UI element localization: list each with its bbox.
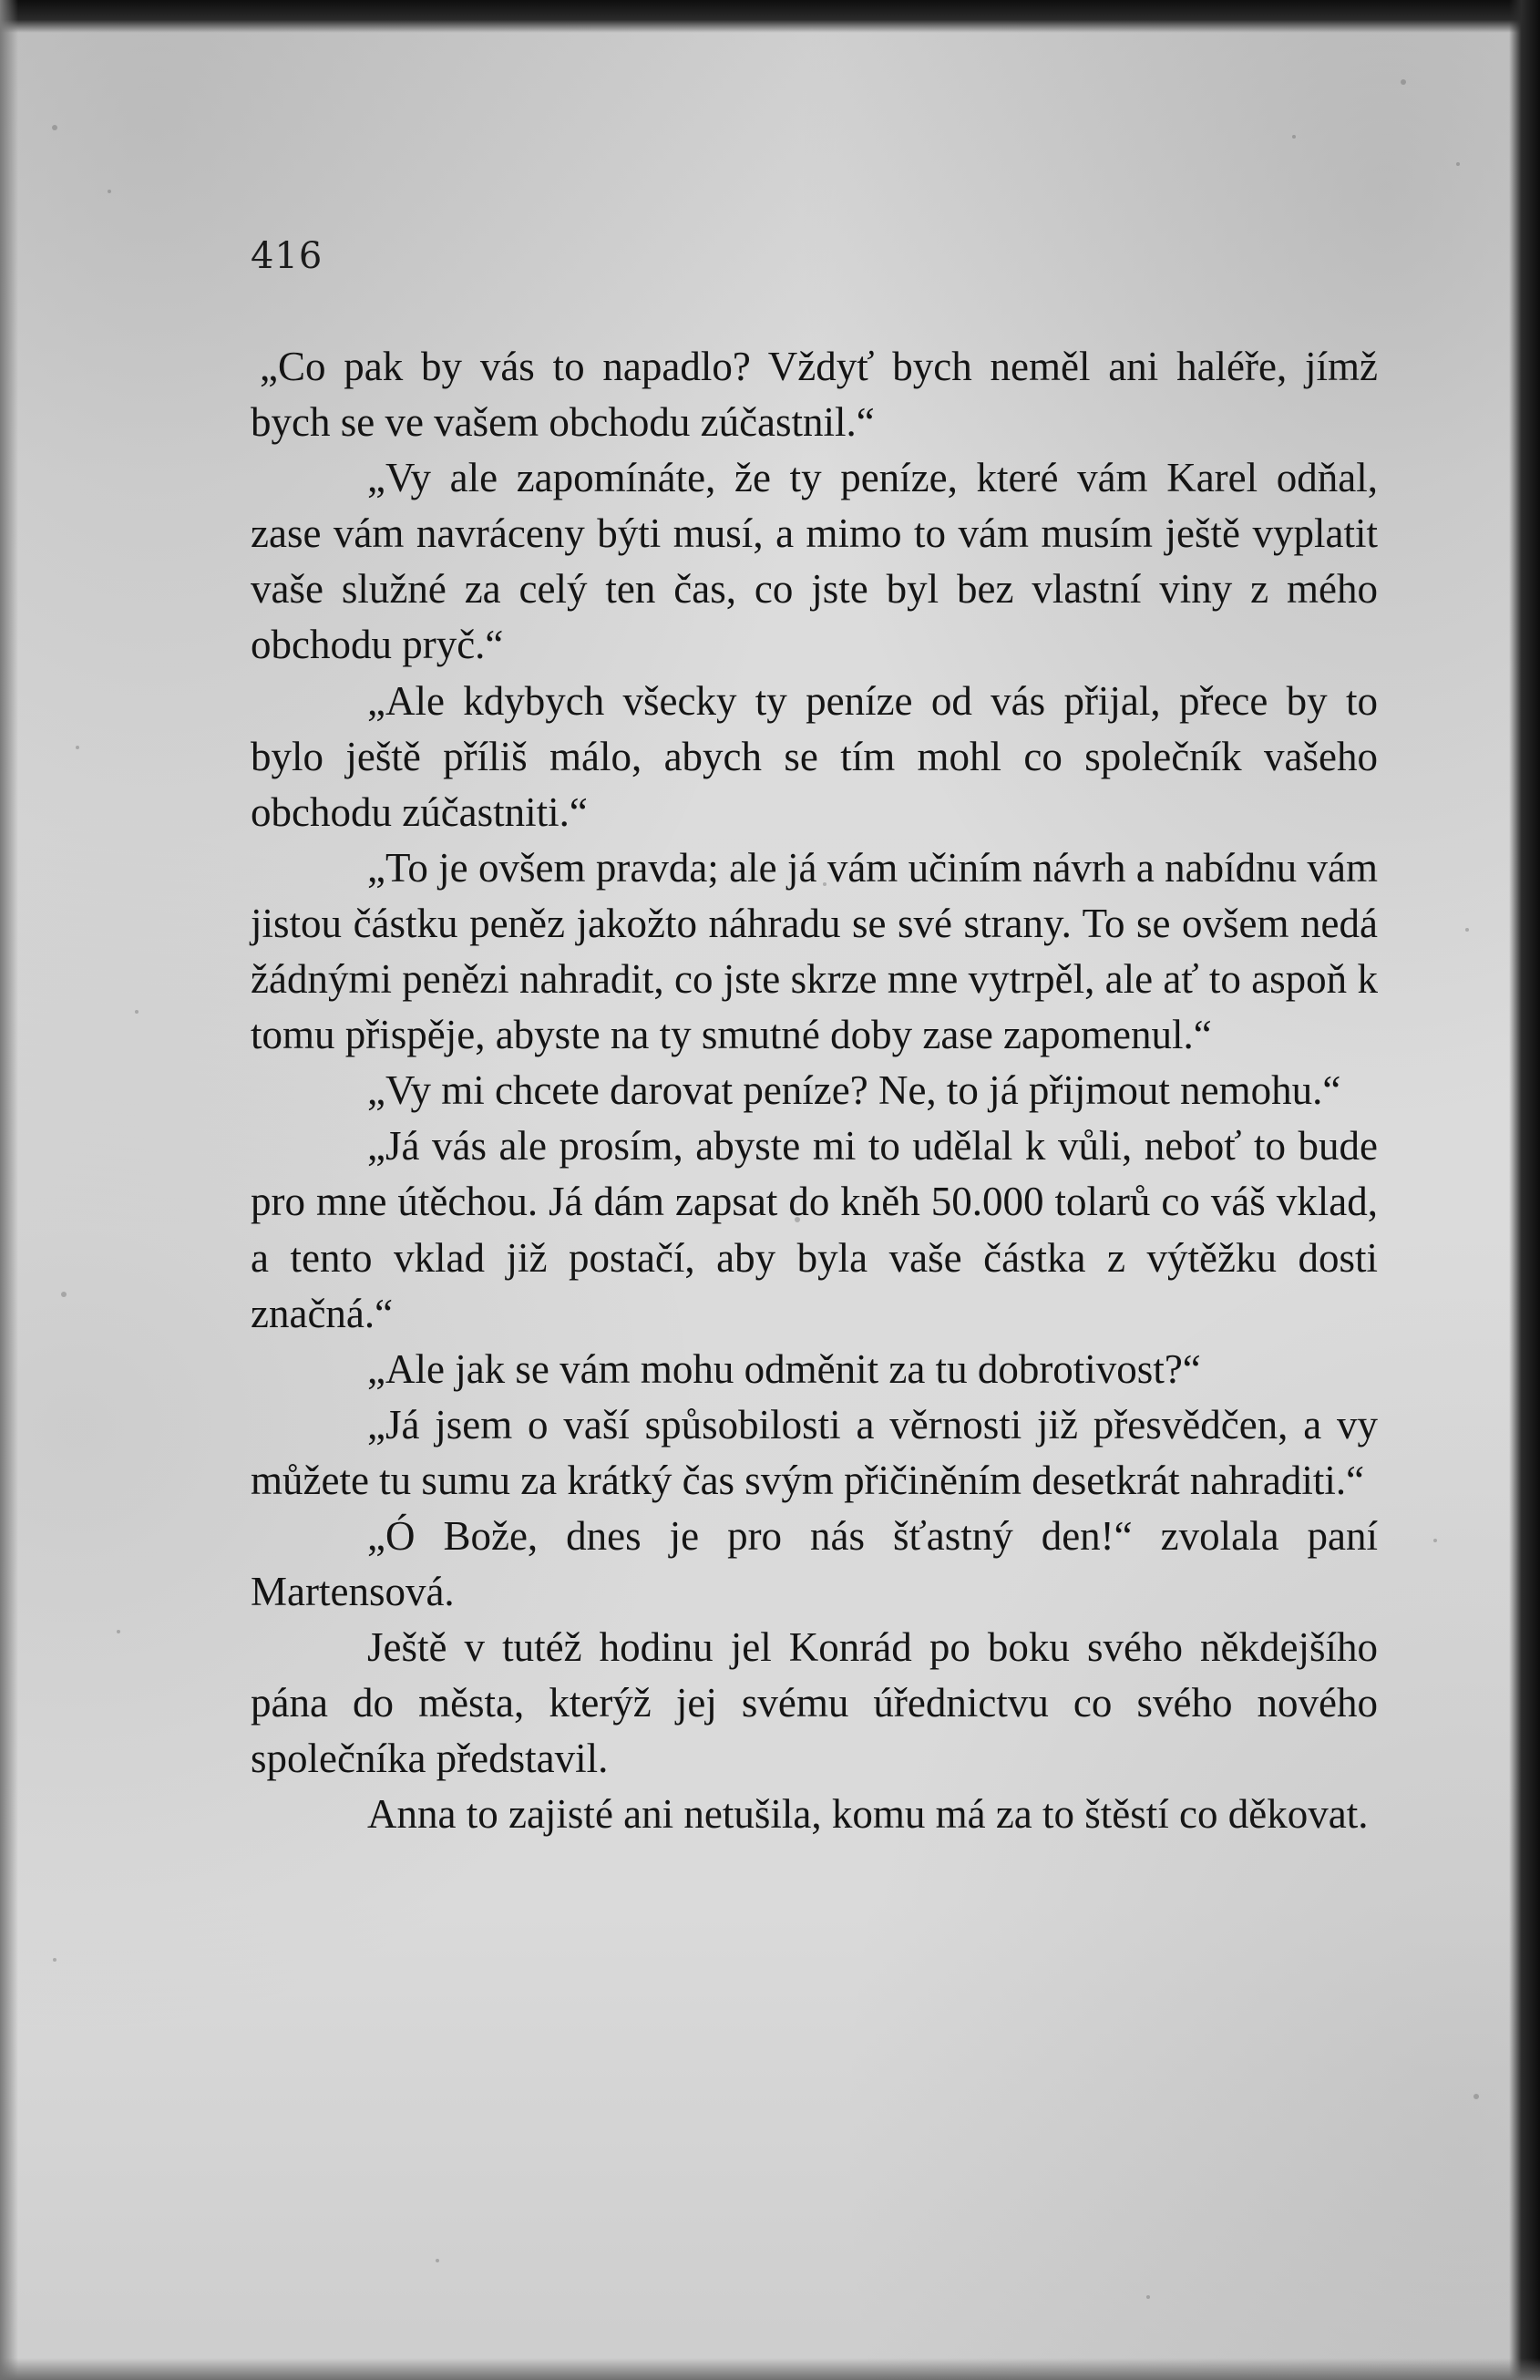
paragraph: „Ale jak se vám mohu odměnit za tu dobrotivost?“ — [367, 1345, 1201, 1392]
page-number: 416 — [251, 235, 323, 277]
scan-top-edge-shadow — [0, 0, 1540, 33]
paragraph: „Vy ale zapomínáte, že ty peníze, které vám Karel odňal, zase vám navráceny býti musí, a mimo to vám musím ještě vyplatit vaše služné za celý ten čas, co jste byl bez vlastní viny z mého obchodu pryč.“ — [251, 455, 1378, 668]
paragraph: „Co pak by vás to napadlo? Vždyť bych neměl ani haléře, jímž bych se ve vašem obchodu zúčastnil.“ — [251, 344, 1378, 446]
paragraph: „Vy mi chcete darovat peníze? Ne, to já přijmout nemohu.“ — [367, 1067, 1341, 1114]
scan-right-edge-shadow — [1509, 0, 1540, 2380]
scan-bottom-edge-shadow — [0, 2358, 1540, 2380]
paragraph: „To je ovšem pravda; ale já vám učiním návrh a nabídnu vám jistou částku peněz jakožto náhradu se své strany. To se ovšem nedá žádnými penězi nahradit, co jste skrze mne vytrpěl, ale ať to aspoň k tomu přispěje, abyste na ty smutné doby zase zapomenul.“ — [251, 844, 1378, 1058]
text-body — [251, 339, 1378, 1843]
paragraph: „Já vás ale prosím, abyste mi to udělal k vůli, neboť to bude pro mne útěchou. Já dám zapsat do kněh 50.000 tolarů co váš vklad, a tento vklad již postačí, aby byla vaše částka z výtěžku dosti značná.“ — [251, 1123, 1378, 1336]
paragraph: „Já jsem o vaší spůsobilosti a věrnosti již přesvědčen, a vy můžete tu sumu za krátký čas svým přičiněním desetkrát nahraditi.“ — [251, 1401, 1378, 1503]
paragraph: „Ó Bože, dnes je pro nás šťastný den!“ zvolala paní Martensová. — [251, 1512, 1378, 1615]
paragraph: Ještě v tutéž hodinu jel Konrád po boku svého někdejšího pána do města, kterýž jej svému úřednictvu co svého nového společníka představil. — [251, 1624, 1378, 1782]
scan-left-edge-shadow — [0, 0, 18, 2380]
paragraph: Anna to zajisté ani netušila, komu má za to štěstí co děkovat. — [367, 1791, 1369, 1838]
paragraph: „Ale kdybych všecky ty peníze od vás přijal, přece by to bylo ještě příliš málo, abych se tím mohl co společník vašeho obchodu zúčastniti.“ — [251, 677, 1378, 835]
